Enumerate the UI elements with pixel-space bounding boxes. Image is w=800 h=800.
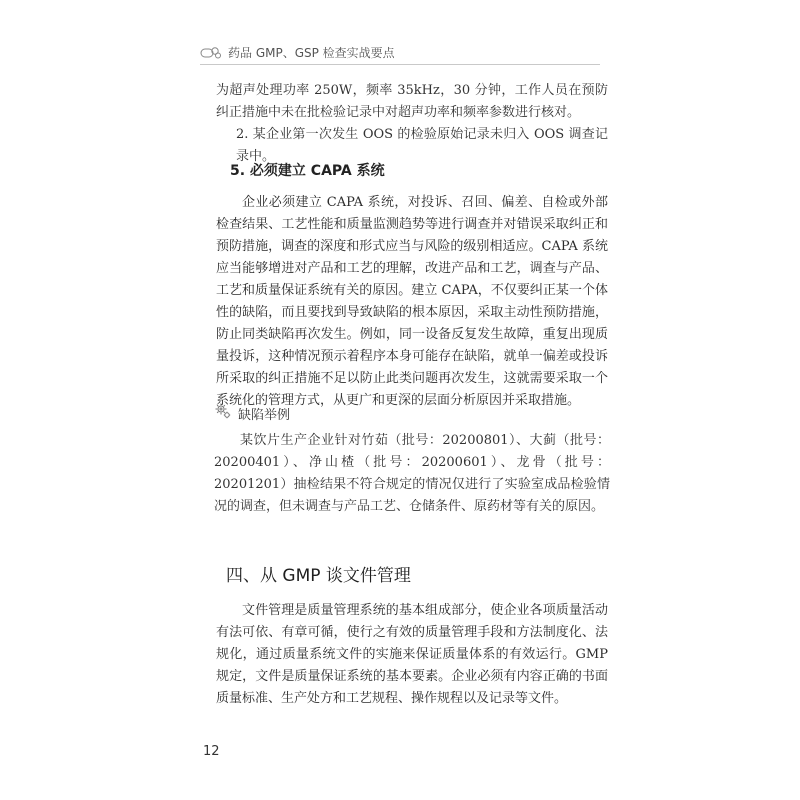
chapter-body-paragraph: 文件管理是质量管理系统的基本组成部分，使企业各项质量活动有法可依、有章可循，使行之有效的质量管理手段和方法制度化、法规化，通过质量系统文件的实施来保证质量体系的有效运行。GMP 规定，文件是质量保证系统的基本要素。企业必须有内容正确的书面质量标准、生产处方和工艺规程、操作规程以及记录等文件。 — [216, 603, 608, 706]
section-heading: 5. 必须建立 CAPA 系统 — [230, 163, 385, 179]
header-divider — [200, 64, 600, 65]
chapter-heading: 四、从 GMP 谈文件管理 — [226, 566, 411, 586]
capsule-logo-icon — [200, 46, 222, 60]
continued-paragraph: 为超声处理功率 250W，频率 35kHz，30 分钟，工作人员在预防纠正措施中未在批检验记录中对超声功率和频率参数进行核对。 — [216, 83, 608, 120]
defect-example-body: 某饮片生产企业针对竹茹（批号：20200801）、大蓟（批号：20200401）、净山楂（批号：20200601）、龙骨（批号：20201201）抽检结果不符合规定的情况仅进行了实验室成品检验情况的调查，但未调查与产品工艺、仓储条件、原药材等有关的原因。 — [214, 433, 610, 514]
list-item-2: 2. 某企业第一次发生 OOS 的检验原始记录未归入 OOS 调查记录中。 — [236, 127, 608, 164]
section-body-paragraph: 企业必须建立 CAPA 系统，对投诉、召回、偏差、自检或外部检查结果、工艺性能和质量监测趋势等进行调查并对错误采取纠正和预防措施，调查的深度和形式应当与风险的级别相适应。CAPA 系统应当能够增进对产品和工艺的理解，改进产品和工艺，调查与产品、工艺和质量保证系统有关的原因。建立 CAPA，不仅要纠正某一个体性的缺陷，而且要找到导致缺陷的根本原因，采取主动性预防措施，防止同类缺陷再次发生。例如，同一设备反复发生故障，重复出现质量投诉，这种情况预示着程序本身可能存在缺陷，就单一偏差或投诉所采取的纠正措施不足以防止此类问题再次发生，这就需要采取一个系统化的管理方式，从更广和更深的层面分析原因并采取措施。 — [216, 195, 608, 408]
defect-example-heading — [214, 402, 290, 424]
running-header — [200, 44, 395, 61]
gear-icon — [214, 402, 232, 424]
running-title: 药品 GMP、GSP 检查实战要点 — [228, 46, 395, 60]
defect-example-label: 缺陷举例 — [238, 407, 291, 423]
page-number: 12 — [203, 744, 220, 759]
